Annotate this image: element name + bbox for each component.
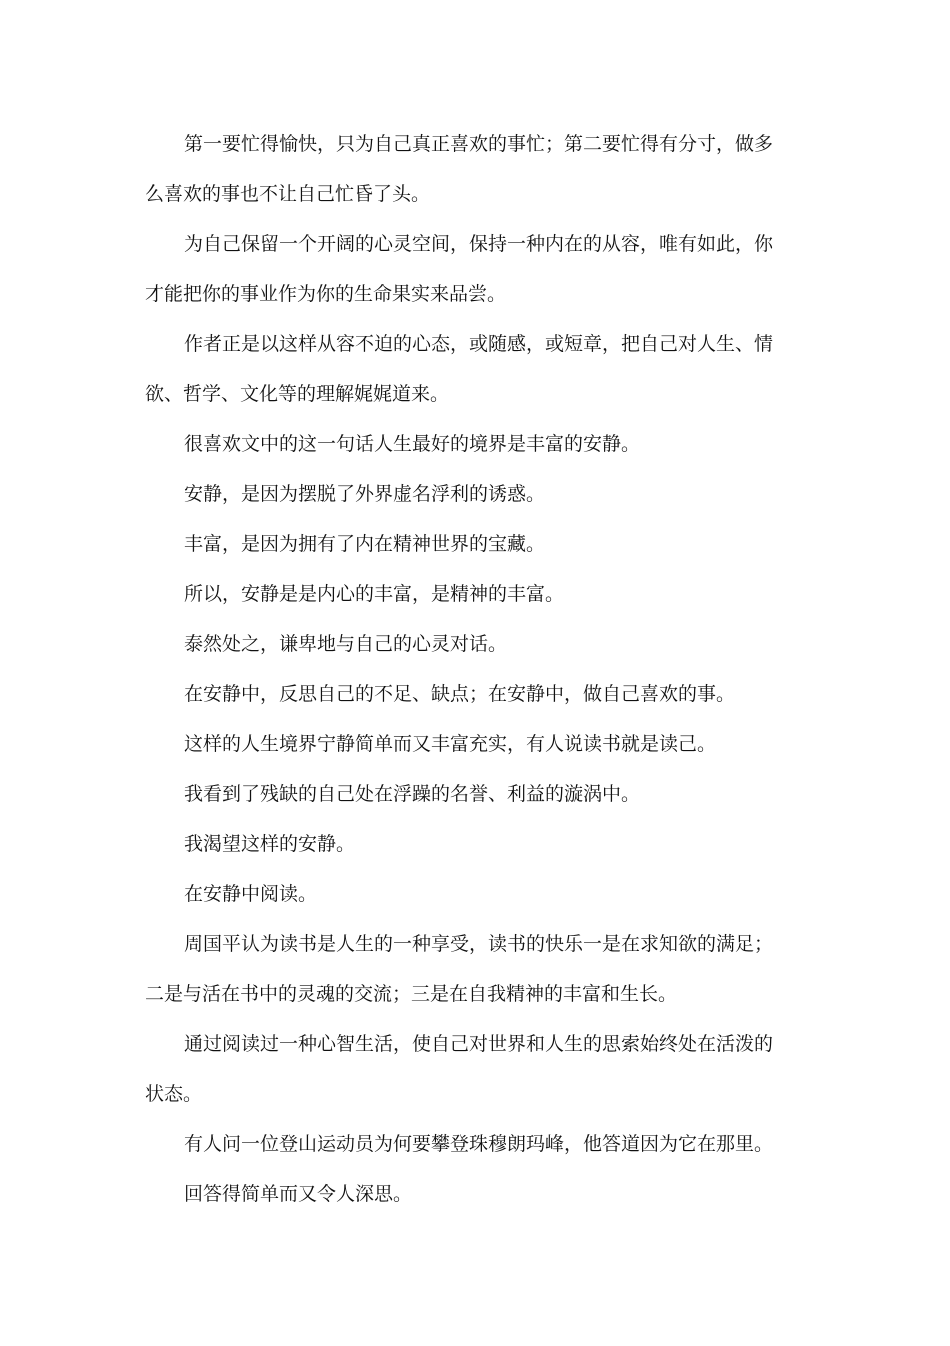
paragraph-11: 我看到了残缺的自己处在浮躁的名誉、利益的漩涡中。 bbox=[184, 783, 641, 805]
paragraph-9: 在安静中，反思自己的不足、缺点；在安静中，做自己喜欢的事。 bbox=[184, 683, 736, 705]
paragraph-1: 第一要忙得愉快，只为自己真正喜欢的事忙；第二要忙得有分寸，做多么喜欢的事也不让自己忙昏了头。 bbox=[145, 133, 774, 205]
paragraph-7: 所以，安静是是内心的丰富，是精神的丰富。 bbox=[184, 583, 565, 605]
paragraph-17: 回答得简单而又令人深思。 bbox=[184, 1183, 413, 1205]
paragraph-3: 作者正是以这样从容不迫的心态，或随感，或短章，把自己对人生、情欲、哲学、文化等的理解娓娓道来。 bbox=[145, 333, 774, 405]
paragraph-14: 周国平认为读书是人生的一种享受，读书的快乐一是在求知欲的满足；二是与活在书中的灵魂的交流；三是在自我精神的丰富和生长。 bbox=[145, 933, 774, 1005]
paragraph-5: 安静，是因为摆脱了外界虚名浮利的诱惑。 bbox=[184, 483, 546, 505]
paragraph-2: 为自己保留一个开阔的心灵空间，保持一种内在的从容，唯有如此，你才能把你的事业作为你的生命果实来品尝。 bbox=[145, 233, 774, 305]
paragraph-4: 很喜欢文中的这一句话人生最好的境界是丰富的安静。 bbox=[184, 433, 641, 455]
paragraph-10: 这样的人生境界宁静简单而又丰富充实，有人说读书就是读己。 bbox=[184, 733, 717, 755]
paragraph-16: 有人问一位登山运动员为何要攀登珠穆朗玛峰，他答道因为它在那里。 bbox=[184, 1133, 774, 1155]
paragraph-12: 我渴望这样的安静。 bbox=[184, 833, 356, 855]
document-body bbox=[145, 119, 775, 1219]
paragraph-15: 通过阅读过一种心智生活，使自己对世界和人生的思索始终处在活泼的状态。 bbox=[145, 1033, 774, 1105]
paragraph-13: 在安静中阅读。 bbox=[184, 883, 318, 905]
paragraph-6: 丰富，是因为拥有了内在精神世界的宝藏。 bbox=[184, 533, 546, 555]
paragraph-8: 泰然处之，谦卑地与自己的心灵对话。 bbox=[184, 633, 508, 655]
